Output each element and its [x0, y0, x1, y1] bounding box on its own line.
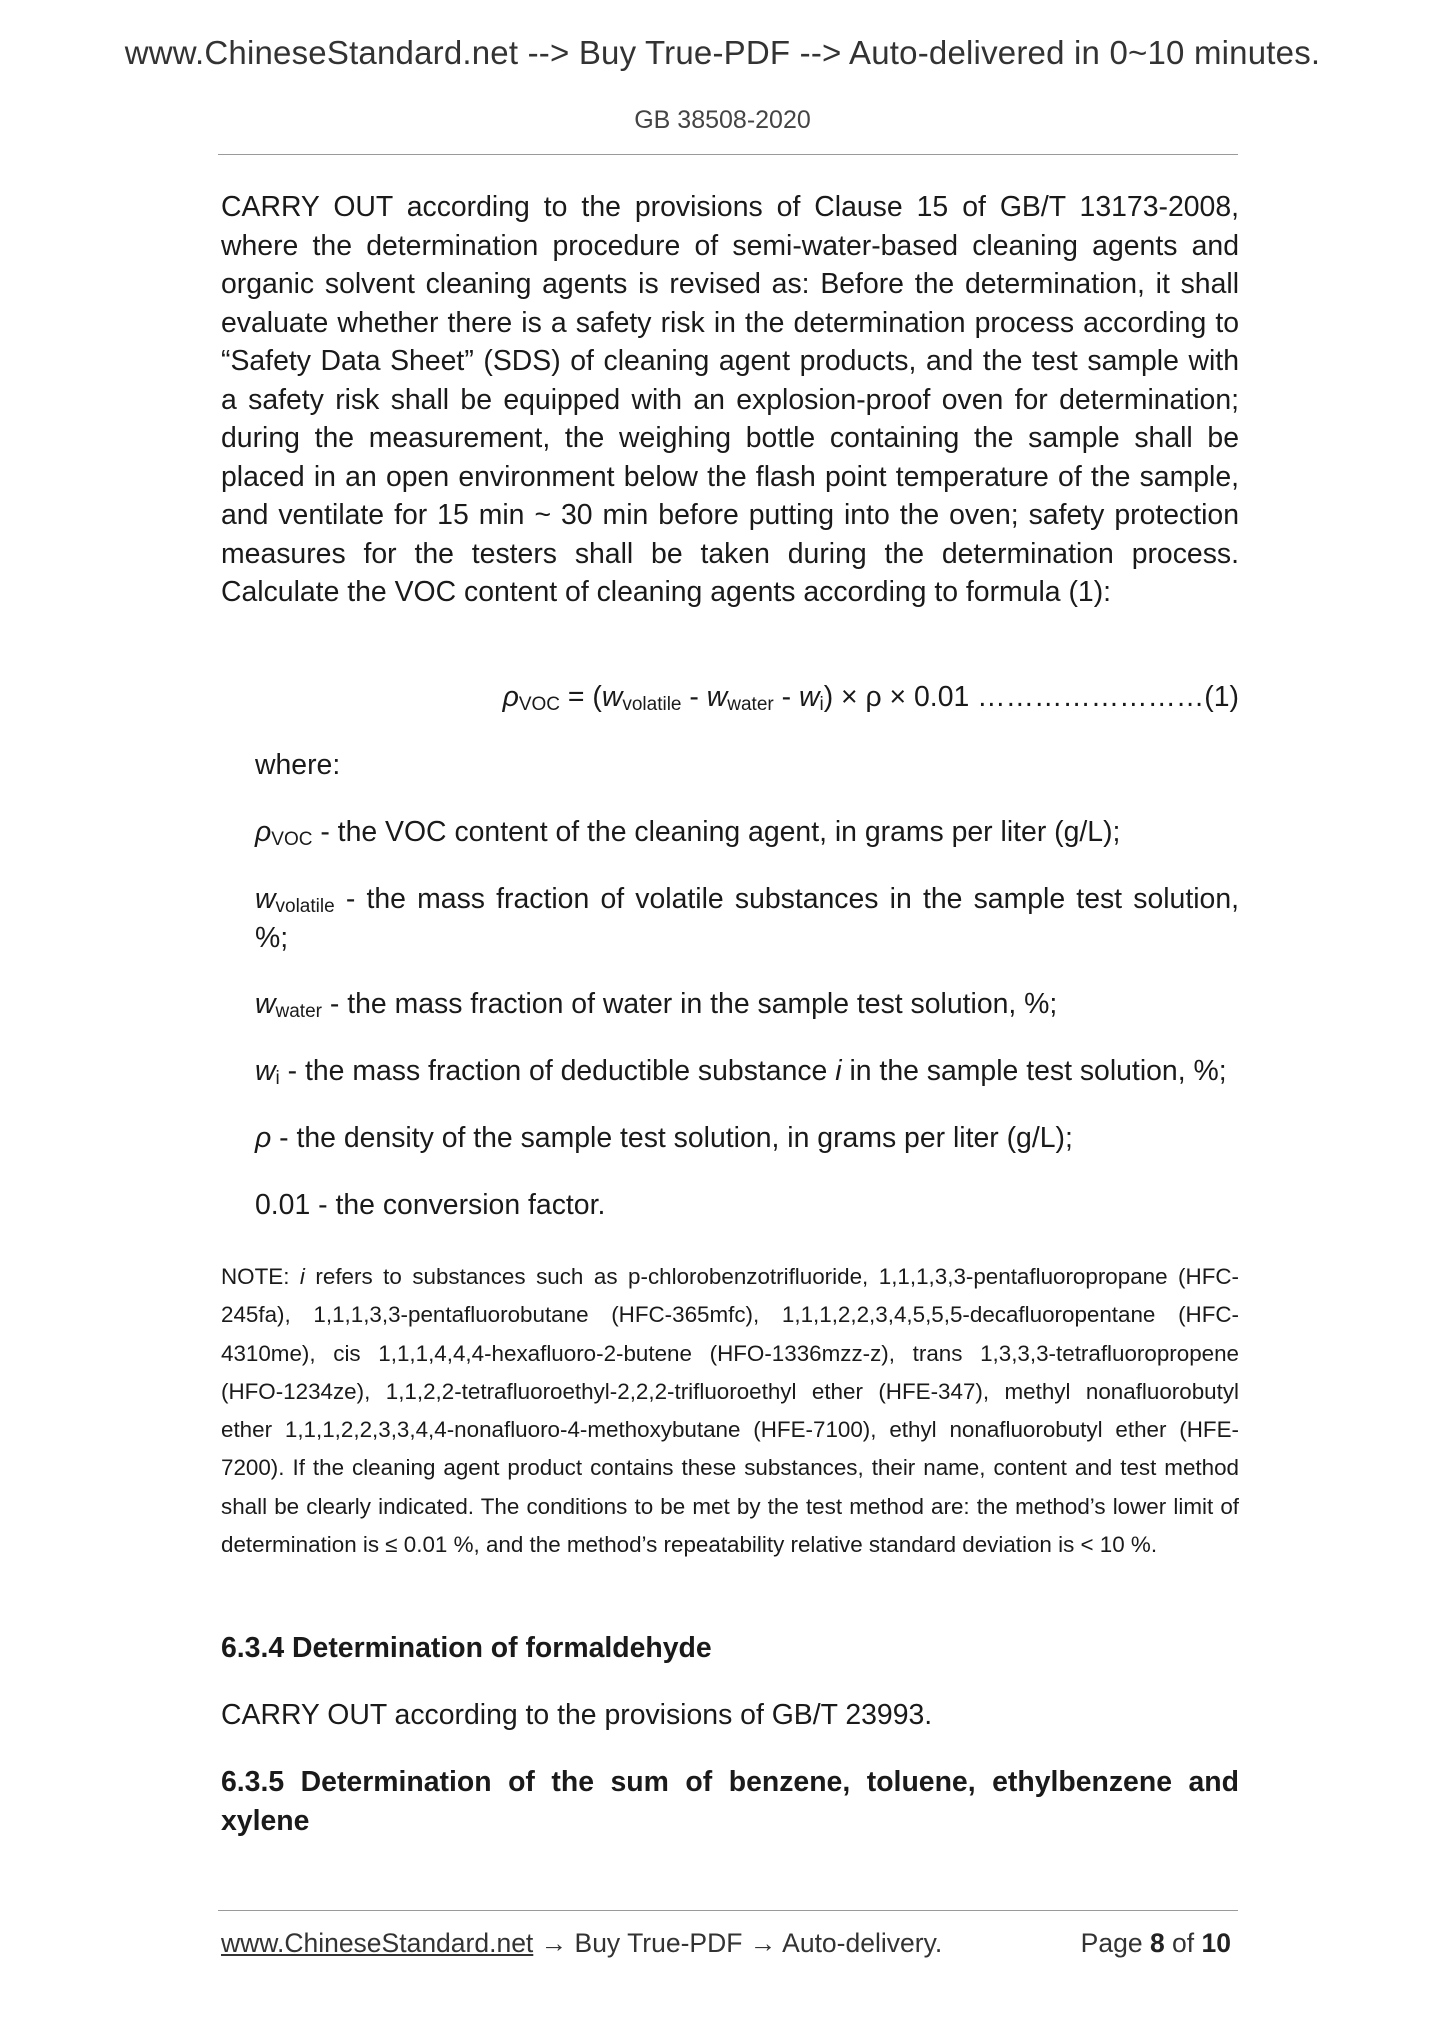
formula-minus-2: - — [773, 681, 799, 713]
def-symbol: ρ — [255, 1122, 272, 1154]
note-paragraph — [221, 1258, 1239, 1564]
note-prefix: NOTE: — [221, 1264, 300, 1289]
of-label: of — [1164, 1928, 1202, 1958]
definition-rho-voc — [255, 813, 1239, 852]
total-pages: 10 — [1201, 1928, 1231, 1958]
where-label: where: — [255, 749, 341, 781]
formula-w2: w — [706, 681, 728, 713]
section-6-3-5-heading: 6.3.5 Determination of the sum of benzene, toluene, ethylbenzene and xylene — [221, 1766, 1239, 1837]
current-page: 8 — [1149, 1928, 1165, 1958]
def-text: - the VOC content of the cleaning agent, in grams per liter (g/L); — [312, 816, 1121, 848]
page-indicator — [1081, 1928, 1231, 1959]
def-subscript: water — [275, 1001, 322, 1022]
document-number: GB 38508-2020 — [634, 106, 811, 134]
def-subscript: volatile — [275, 896, 335, 917]
top-banner: www.ChineseStandard.net --> Buy True-PDF --> Auto-delivered in 0~10 minutes. — [124, 34, 1321, 71]
def-symbol: w — [255, 988, 276, 1020]
section-6-3-4-heading: 6.3.4 Determination of formaldehyde — [221, 1632, 712, 1664]
def-symbol: w — [255, 1055, 276, 1087]
definition-rho — [255, 1119, 1239, 1158]
note-italic-i: i — [299, 1264, 305, 1289]
footer-divider — [218, 1910, 1238, 1911]
def-italic-i: i — [835, 1055, 842, 1087]
def-symbol: w — [255, 883, 276, 915]
formula-leader: …………………… — [977, 681, 1205, 713]
def-subscript: VOC — [271, 829, 313, 850]
formula-close: ) × ρ × 0.01 — [823, 681, 978, 713]
def-text-after: in the sample test solution, %; — [841, 1055, 1227, 1087]
section-6-3-4-text: CARRY OUT according to the provisions of GB/T 23993. — [221, 1699, 933, 1731]
def-text: - the mass fraction of water in the sample test solution, %; — [321, 988, 1058, 1020]
formula-w3: w — [798, 681, 820, 713]
definition-w-water — [255, 985, 1239, 1024]
definition-conversion-factor — [255, 1186, 1239, 1225]
definition-w-volatile — [255, 880, 1239, 957]
def-text: 0.01 - the conversion factor. — [255, 1189, 606, 1221]
formula-sub-i: i — [819, 694, 824, 715]
voc-formula — [474, 678, 1239, 716]
formula-w1: w — [601, 681, 623, 713]
def-text: - the mass fraction of volatile substances in the sample test solution, %; — [255, 883, 1239, 954]
footer-left — [221, 1928, 942, 1959]
note-text: refers to substances such as p-chlorobenzotrifluoride, 1,1,1,3,3-pentafluoropropane (HFC-245fa), 1,1,1,3,3-pentafluorobutane (HFC-365mfc), 1,1,1,2,2,3,4,5,5,5-decafluoropentane (HFC-4310me), cis 1,1,1,4,4,4-hexafluoro-2-butene (HFO-1336mzz-z), trans 1,3,3,3-tetrafluoropropene (HFO-1234ze), 1,1,2,2-tetrafluoroethyl-2,2,2-trifluoroethyl ether (HFE-347), methyl nonafluorobutyl ether 1,1,1,2,2,3,3,4,4-nonafluoro-4-methoxybutane (HFE-7100), ethyl nonafluorobutyl ether (HFE-7200). If the cleaning agent product contains these substances, their name, content and test method shall be clearly indicated. The conditions to be met by the test method are: the method’s lower limit of determination is ≤ 0.01 %, and the method’s repeatability relative standard deviation is < 10 %. — [221, 1264, 1239, 1558]
formula-sub-voc: VOC — [518, 694, 561, 715]
formula-minus-1: - — [681, 681, 707, 713]
def-subscript: i — [275, 1068, 280, 1089]
footer-site-link[interactable]: www.ChineseStandard.net — [221, 1928, 534, 1958]
footer-promo-text: → Buy True-PDF → Auto-delivery. — [533, 1928, 943, 1958]
def-text: - the density of the sample test solution, in grams per liter (g/L); — [271, 1122, 1073, 1154]
def-symbol: ρ — [255, 816, 272, 848]
intro-paragraph: CARRY OUT according to the provisions of Clause 15 of GB/T 13173-2008, where the determination procedure of semi-water-based cleaning agents and organic solvent cleaning agents is revised as: Before the determination, it shall evaluate whether there is a safety risk in the determination process according to “Safety Data Sheet” (SDS) of cleaning agent products, and the test sample with a safety risk shall be equipped with an explosion-proof oven for determination; during the measurement, the weighing bottle containing the sample shall be placed in an open environment below the flash point temperature of the sample, and ventilate for 15 min ~ 30 min before putting into the oven; safety protection measures for the testers shall be taken during the determination process. Calculate the VOC content of cleaning agents according to formula (1): — [221, 191, 1239, 608]
formula-sub-water: water — [727, 694, 774, 715]
def-text-before: - the mass fraction of deductible substance — [279, 1055, 836, 1087]
formula-number: (1) — [1204, 681, 1239, 713]
header-divider — [218, 154, 1238, 155]
formula-rho: ρ — [502, 681, 519, 713]
formula-eq-open: = ( — [560, 681, 602, 713]
definition-w-i — [255, 1052, 1239, 1091]
page-label: Page — [1080, 1928, 1150, 1958]
formula-sub-volatile: volatile — [622, 694, 682, 715]
